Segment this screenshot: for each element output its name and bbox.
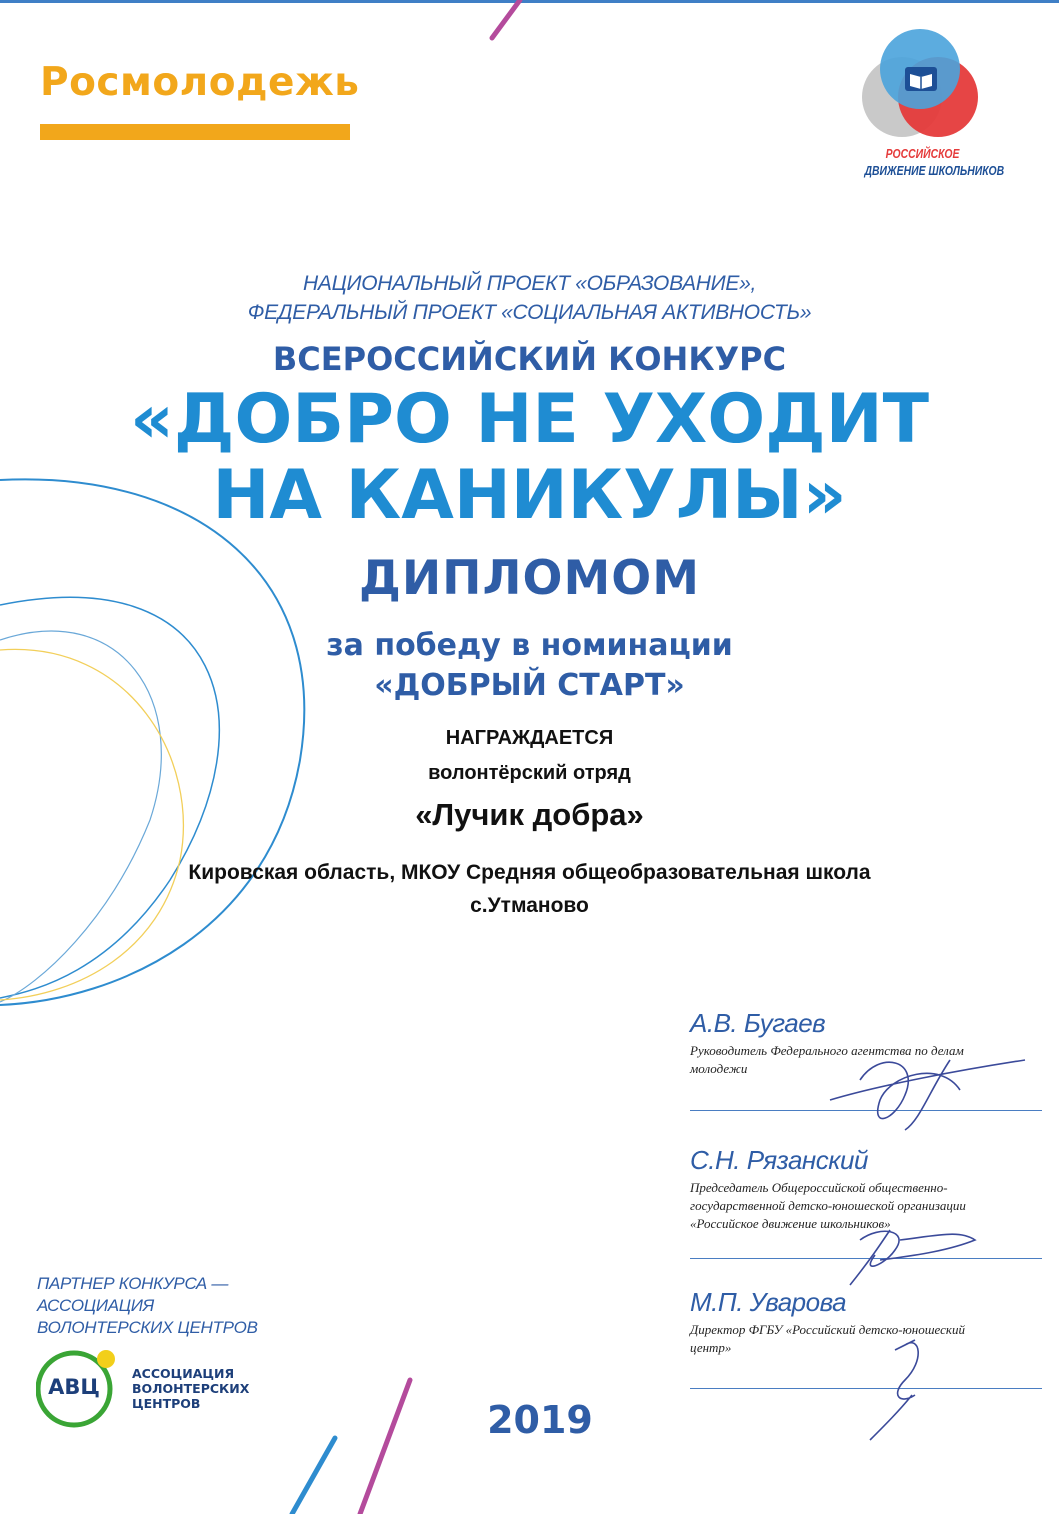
signatory-role-line1: Директор ФГБУ «Российский детско-юношеский: [690, 1322, 965, 1337]
year: 2019: [487, 1398, 593, 1442]
organization-line2: с.Утманово: [470, 894, 589, 917]
rdsh-logo-text-line1: РОССИЙСКОЕ: [885, 146, 960, 161]
signatory-name: А.В. Бугаев: [690, 1008, 826, 1038]
recipient-type: волонтёрский отряд: [428, 762, 631, 784]
signatory-role-line2: государственной детско-юношеской организации: [690, 1198, 966, 1213]
signatory-name: С.Н. Рязанский: [690, 1145, 868, 1175]
project-subtitle-line2: ФЕДЕРАЛЬНЫЙ ПРОЕКТ «СОЦИАЛЬНАЯ АКТИВНОСТЬ»: [247, 301, 812, 324]
awarded-label: НАГРАЖДАЕТСЯ: [445, 727, 614, 749]
avc-name-line3: ЦЕНТРОВ: [132, 1396, 201, 1411]
signatory-role-line2: центр»: [690, 1340, 732, 1355]
signatory-name: М.П. Уварова: [690, 1287, 847, 1317]
avc-name-line1: АССОЦИАЦИЯ: [132, 1366, 235, 1381]
partner-caption: [37, 1273, 258, 1339]
signatory-role-line1: Руководитель Федерального агентства по делам: [690, 1043, 964, 1058]
contest-title-line1: «ДОБРО НЕ УХОДИТ: [130, 380, 929, 459]
organization-line1: Кировская область, МКОУ Средняя общеобразовательная школа: [188, 861, 871, 884]
partner-line3: ВОЛОНТЕРСКИХ ЦЕНТРОВ: [37, 1318, 258, 1337]
partner-line1: ПАРТНЕР КОНКУРСА —: [37, 1274, 229, 1293]
rdsh-logo-text-line2: ДВИЖЕНИЕ ШКОЛЬНИКОВ: [864, 163, 1005, 178]
signatory-role-line2: молодежи: [690, 1061, 748, 1076]
signatory-role-line3: «Российское движение школьников»: [690, 1216, 891, 1231]
nomination-line2: «ДОБРЫЙ СТАРТ»: [374, 668, 685, 703]
avc-logo-abbr: АВЦ: [48, 1375, 100, 1399]
avc-name-line2: ВОЛОНТЕРСКИХ: [132, 1381, 250, 1396]
diploma-heading: ДИПЛОМОМ: [358, 551, 701, 606]
signatory-role-line1: Председатель Общероссийской общественно-: [690, 1180, 948, 1195]
rosmolodezh-logo-text: Росмолодежь: [40, 60, 360, 105]
partner-line2: АССОЦИАЦИЯ: [37, 1296, 154, 1315]
contest-label: ВСЕРОССИЙСКИЙ КОНКУРС: [272, 340, 787, 378]
recipient-name: «Лучик добра»: [415, 797, 644, 832]
contest-title-line2: НА КАНИКУЛЫ»: [212, 456, 847, 535]
project-subtitle-line1: НАЦИОНАЛЬНЫЙ ПРОЕКТ «ОБРАЗОВАНИЕ»,: [303, 272, 756, 295]
nomination-line1: за победу в номинации: [326, 628, 733, 663]
